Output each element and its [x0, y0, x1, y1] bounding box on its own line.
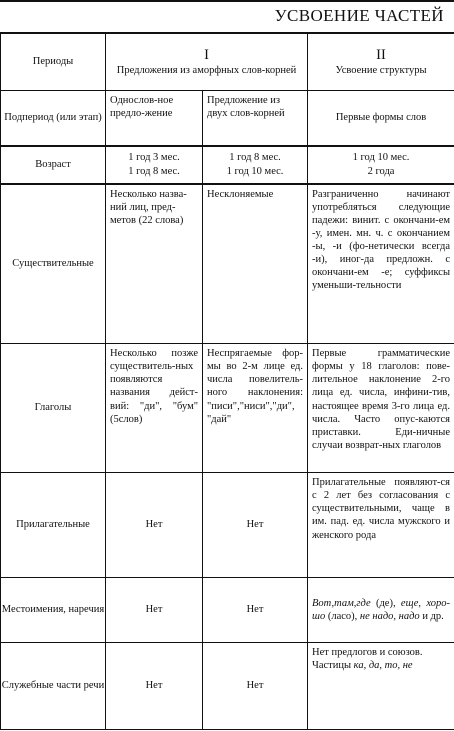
- verbs-col2: Неспрягаемые фор-мы во 2-м лице ед. числа повелитель-ного наклонения: "писи","ниси","ди", "дай": [203, 344, 308, 473]
- pronouns-col2: Нет: [203, 578, 308, 643]
- subperiod-col3: Первые формы слов: [308, 91, 454, 146]
- verbs-col1: Несколько позже существитель-ных появляются названия дейст-вий: "ди", "бум" (5слов): [106, 344, 203, 473]
- age-col3: 1 год 10 мес. 2 года: [308, 146, 454, 184]
- period-1-number: I: [204, 46, 209, 63]
- periods-header: Периоды: [1, 33, 106, 91]
- table-row: [1, 473, 454, 578]
- row-label-verbs: Глаголы: [1, 344, 106, 473]
- subperiod-col2: Предложение из двух слов-корней: [203, 91, 308, 146]
- row-label-pronouns: Местоимения, наречия: [1, 578, 106, 643]
- period-1-header: [106, 33, 308, 91]
- title-bar: [0, 0, 454, 34]
- adjectives-col1: Нет: [106, 473, 203, 578]
- period-1-name: Предложения из аморфных слов-корней: [116, 65, 297, 76]
- period-2-name: Усвоение структуры: [335, 65, 427, 76]
- nouns-col2: Несклоняемые: [203, 184, 308, 344]
- document-title: УСВОЕНИЕ ЧАСТЕЙ: [274, 6, 444, 25]
- subperiod-row: [1, 91, 454, 146]
- nouns-col1: Несколько назва-ний лиц, пред-метов (22 слова): [106, 184, 203, 344]
- age-col2: 1 год 8 мес. 1 год 10 мес.: [203, 146, 308, 184]
- development-table: [0, 32, 454, 730]
- table-row: [1, 578, 454, 643]
- function-words-col2: Нет: [203, 643, 308, 730]
- pronouns-col1: Нет: [106, 578, 203, 643]
- adjectives-col3: Прилагательные появляют-ся с 2 лет без согласования с существительными, чаще в им. пад. ед. числа мужского и женского рода: [308, 473, 454, 578]
- age-row: [1, 146, 454, 184]
- row-label-nouns: Существительные: [1, 184, 106, 344]
- function-words-col1: Нет: [106, 643, 203, 730]
- nouns-col3: Разграниченно начинают употребляться следующие падежи: винит. с окончани-ем -у, имен. мн. ч. с окончанием -ы, -и (фо-нетически всегда -и), иног-да предложн. с окончани-ем -е; суффиксы уменьши-тельности: [308, 184, 454, 344]
- table-row: [1, 344, 454, 473]
- header-row: [1, 33, 454, 91]
- pronouns-col3: Вот,там,где (де), еще, хоро-шо (ласо), не надо, надо и др.: [308, 578, 454, 643]
- age-label: Возраст: [1, 146, 106, 184]
- adjectives-col2: Нет: [203, 473, 308, 578]
- subperiod-col1: Однослов-ное предло-жение: [106, 91, 203, 146]
- period-2-header: [308, 33, 454, 91]
- table-row: [1, 184, 454, 344]
- row-label-function-words: Служебные части речи: [1, 643, 106, 730]
- verbs-col3: Первые грамматические формы у 18 глаголов: пове-лительное наклонение 2-го лица ед. числа, инфини-тив, настоящее время 3-го лица ед. числа. Часто опус-каются приставки. Еди-ничные случаи возврат-ных глаголов: [308, 344, 454, 473]
- function-words-col3: Нет предлогов и союзов. Частицы ка, да, то, не: [308, 643, 454, 730]
- table-row: [1, 643, 454, 730]
- row-label-adjectives: Прилагательные: [1, 473, 106, 578]
- period-2-number: II: [376, 46, 386, 63]
- subperiod-label: Подпериод (или этап): [1, 91, 106, 146]
- age-col1: 1 год 3 мес. 1 год 8 мес.: [106, 146, 203, 184]
